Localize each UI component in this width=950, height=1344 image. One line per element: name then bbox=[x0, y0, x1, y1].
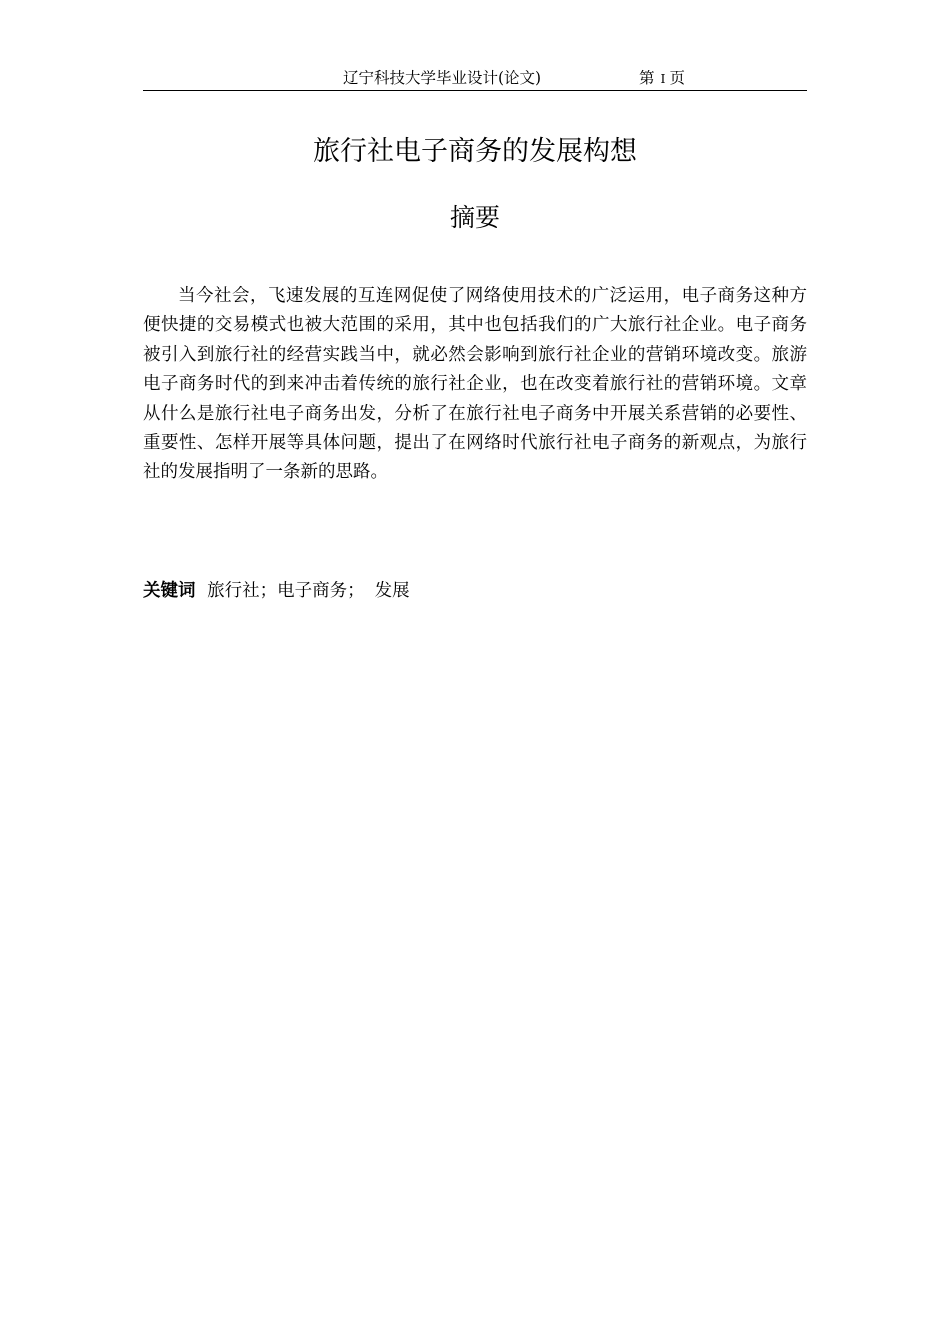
abstract-heading: 摘要 bbox=[449, 203, 500, 232]
keywords-label: 关键词 bbox=[143, 581, 196, 601]
header-page-suffix: 页 bbox=[669, 69, 685, 87]
keywords-line bbox=[143, 578, 410, 604]
header-page-prefix: 第 bbox=[639, 69, 655, 87]
keyword-item: 旅行社； bbox=[207, 581, 278, 601]
header-page-number: I bbox=[660, 71, 666, 86]
abstract-body: 当今社会，飞速发展的互连网促使了网络使用技术的广泛运用，电子商务这种方便快捷的交易模式也被大范围的采用，其中也包括我们的广大旅行社企业。电子商务被引入到旅行社的经营实践当中，就必然会影响到旅行社企业的营销环境改变。旅游电子商务时代的到来冲击着传统的旅行社企业，也在改变着旅行社的营销环境。文章从什么是旅行社电子商务出发，分析了在旅行社电子商务中开展关系营销的必要性、重要性、怎样开展等具体问题，提出了在网络时代旅行社电子商务的新观点，为旅行社的发展指明了一条新的思路。 bbox=[143, 286, 807, 483]
thesis-title: 旅行社电子商务的发展构想 bbox=[313, 136, 637, 167]
header-university-title: 辽宁科技大学毕业设计(论文) bbox=[343, 69, 542, 87]
keyword-item: 电子商务； bbox=[277, 581, 365, 601]
page-header bbox=[143, 66, 807, 91]
header-page-indicator bbox=[639, 68, 685, 89]
keyword-item: 发展 bbox=[374, 581, 410, 601]
